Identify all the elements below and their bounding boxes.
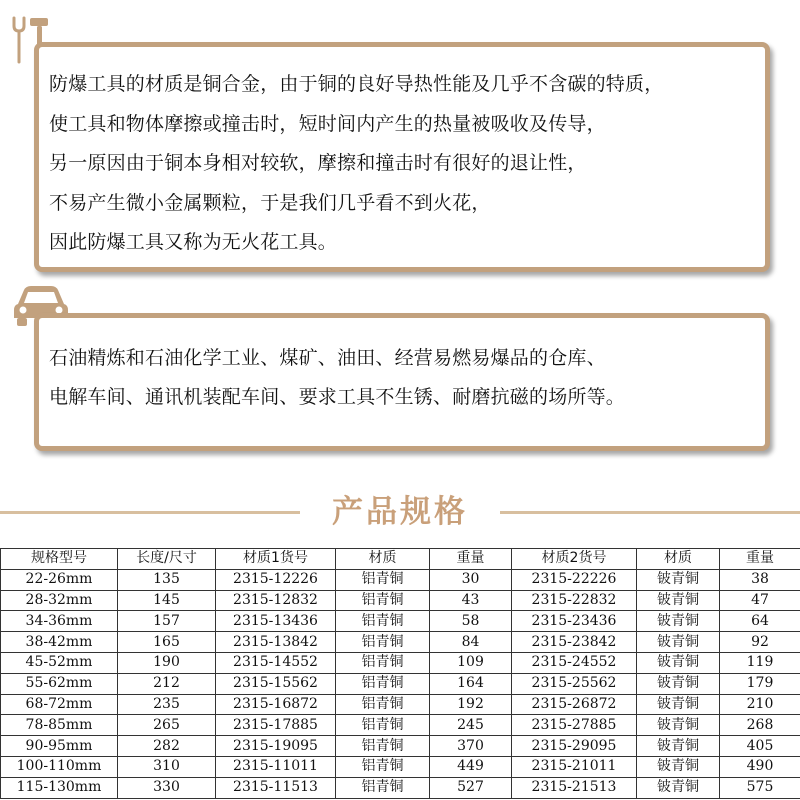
table-cell: 2315-11513: [216, 777, 336, 798]
table-cell: 38-42mm: [1, 632, 118, 653]
table-cell: 78-85mm: [1, 715, 118, 736]
table-cell: 212: [118, 673, 216, 694]
table-cell: 90-95mm: [1, 736, 118, 757]
text-line: 防爆工具的材质是铜合金，由于铜的良好导热性能及几乎不含碳的特质，: [49, 73, 664, 95]
header-cell: 重量: [720, 549, 800, 570]
table-cell: 119: [720, 652, 800, 673]
table-cell: 135: [118, 569, 216, 590]
table-row: [1, 590, 800, 611]
spec-title: 产品规格: [332, 494, 468, 530]
table-cell: 铝青铜: [336, 569, 430, 590]
table-cell: 527: [430, 777, 512, 798]
table-cell: 109: [430, 652, 512, 673]
text-line: 因此防爆工具又称为无火花工具。: [49, 231, 338, 253]
table-row: [1, 777, 800, 798]
table-cell: 64: [720, 611, 800, 632]
table-cell: 铝青铜: [336, 632, 430, 653]
table-cell: 210: [720, 694, 800, 715]
table-cell: 2315-21513: [512, 777, 637, 798]
table-cell: 235: [118, 694, 216, 715]
table-row: [1, 611, 800, 632]
table-cell: 2315-22226: [512, 569, 637, 590]
table-cell: 145: [118, 590, 216, 611]
table-row: [1, 569, 800, 590]
table-cell: 铍青铜: [637, 590, 720, 611]
table-cell: 164: [430, 673, 512, 694]
table-cell: 190: [118, 652, 216, 673]
header-cell: 规格型号: [1, 549, 118, 570]
table-cell: 58: [430, 611, 512, 632]
table-cell: 405: [720, 736, 800, 757]
text-line: 使工具和物体摩擦或撞击时，短时间内产生的热量被吸收及传导，: [49, 112, 606, 135]
table-cell: 2315-13436: [216, 611, 336, 632]
table-cell: 268: [720, 715, 800, 736]
application-scope-card: [34, 313, 770, 451]
table-cell: 310: [118, 756, 216, 777]
table-cell: 165: [118, 632, 216, 653]
table-cell: 铝青铜: [336, 590, 430, 611]
table-cell: 铍青铜: [637, 652, 720, 673]
table-cell: 47: [720, 590, 800, 611]
table-cell: 38: [720, 569, 800, 590]
table-cell: 铝青铜: [336, 736, 430, 757]
table-cell: 28-32mm: [1, 590, 118, 611]
table-body: [1, 569, 800, 798]
table-cell: 铝青铜: [336, 611, 430, 632]
table-cell: 575: [720, 777, 800, 798]
header-cell: 材质: [637, 549, 720, 570]
table-header-row: [1, 549, 800, 570]
table-cell: 铍青铜: [637, 632, 720, 653]
table-cell: 铍青铜: [637, 694, 720, 715]
table-cell: 铝青铜: [336, 777, 430, 798]
table-cell: 2315-22832: [512, 590, 637, 611]
table-cell: 179: [720, 673, 800, 694]
table-cell: 449: [430, 756, 512, 777]
table-cell: 282: [118, 736, 216, 757]
material-description-card: [34, 42, 770, 272]
table-cell: 2315-21011: [512, 756, 637, 777]
table-row: [1, 652, 800, 673]
table-cell: 22-26mm: [1, 569, 118, 590]
table-cell: 铝青铜: [336, 673, 430, 694]
table-cell: 43: [430, 590, 512, 611]
table-cell: 245: [430, 715, 512, 736]
spec-section-header: [0, 490, 800, 534]
text-line: 石油精炼和石油化学工业、煤矿、油田、经营易燃易爆品的仓库、: [49, 347, 606, 369]
table-cell: 2315-24552: [512, 652, 637, 673]
table-cell: 2315-23842: [512, 632, 637, 653]
header-cell: 长度/尺寸: [118, 549, 216, 570]
table-cell: 370: [430, 736, 512, 757]
table-cell: 铍青铜: [637, 569, 720, 590]
table-cell: 2315-12226: [216, 569, 336, 590]
table-cell: 铍青铜: [637, 715, 720, 736]
table-row: [1, 673, 800, 694]
table-cell: 2315-29095: [512, 736, 637, 757]
header-cell: 材质1货号: [216, 549, 336, 570]
spec-table: [0, 548, 800, 799]
header-cell: 材质: [336, 549, 430, 570]
table-cell: 铝青铜: [336, 652, 430, 673]
table-cell: 铍青铜: [637, 673, 720, 694]
table-cell: 2315-25562: [512, 673, 637, 694]
table-row: [1, 756, 800, 777]
text-line: 电解车间、通讯机装配车间、要求工具不生锈、耐磨抗磁的场所等。: [49, 386, 626, 408]
text-line: 另一原因由于铜本身相对较软，摩擦和撞击时有很好的退让性，: [49, 152, 587, 174]
table-cell: 2315-26872: [512, 694, 637, 715]
table-cell: 2315-11011: [216, 756, 336, 777]
table-cell: 2315-17885: [216, 715, 336, 736]
table-cell: 铍青铜: [637, 611, 720, 632]
table-cell: 84: [430, 632, 512, 653]
table-cell: 2315-15562: [216, 673, 336, 694]
table-cell: 铝青铜: [336, 715, 430, 736]
table-cell: 100-110mm: [1, 756, 118, 777]
table-cell: 115-130mm: [1, 777, 118, 798]
table-cell: 34-36mm: [1, 611, 118, 632]
table-cell: 铝青铜: [336, 694, 430, 715]
table-cell: 265: [118, 715, 216, 736]
table-row: [1, 694, 800, 715]
table-row: [1, 715, 800, 736]
table-cell: 2315-13842: [216, 632, 336, 653]
header-cell: 材质2货号: [512, 549, 637, 570]
table-cell: 铍青铜: [637, 756, 720, 777]
table-cell: 铝青铜: [336, 756, 430, 777]
table-cell: 490: [720, 756, 800, 777]
table-cell: 铍青铜: [637, 777, 720, 798]
table-cell: 30: [430, 569, 512, 590]
table-cell: 45-52mm: [1, 652, 118, 673]
table-cell: 330: [118, 777, 216, 798]
table-cell: 2315-19095: [216, 736, 336, 757]
table-cell: 192: [430, 694, 512, 715]
table-cell: 157: [118, 611, 216, 632]
text-line: 不易产生微小金属颗粒，于是我们几乎看不到火花，: [49, 191, 491, 214]
table-cell: 2315-12832: [216, 590, 336, 611]
table-cell: 68-72mm: [1, 694, 118, 715]
table-cell: 2315-14552: [216, 652, 336, 673]
table-cell: 55-62mm: [1, 673, 118, 694]
table-row: [1, 736, 800, 757]
table-cell: 92: [720, 632, 800, 653]
table-cell: 2315-23436: [512, 611, 637, 632]
table-cell: 2315-16872: [216, 694, 336, 715]
header-cell: 重量: [430, 549, 512, 570]
table-cell: 铍青铜: [637, 736, 720, 757]
table-cell: 2315-27885: [512, 715, 637, 736]
table-row: [1, 632, 800, 653]
